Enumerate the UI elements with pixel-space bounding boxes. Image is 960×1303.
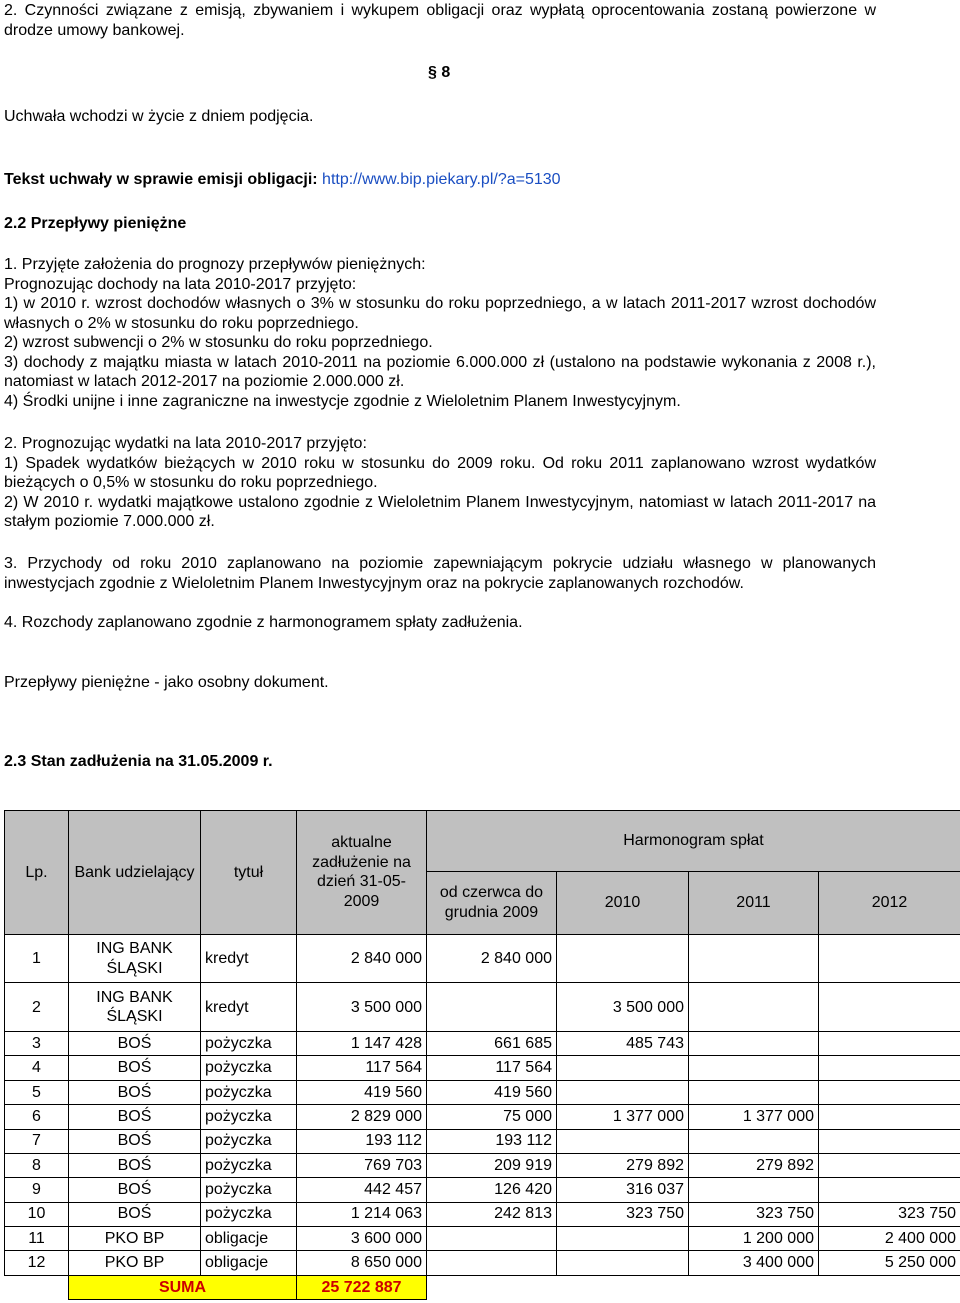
row-2012 bbox=[819, 934, 960, 983]
row-debt: 419 560 bbox=[297, 1080, 427, 1104]
table-header-row bbox=[5, 811, 960, 872]
table-row bbox=[5, 1178, 960, 1202]
row-2012 bbox=[819, 1153, 960, 1177]
paragraph-cashflow-note: Przepływy pieniężne - jako osobny dokument. bbox=[4, 674, 329, 691]
expenditure-block bbox=[4, 434, 876, 532]
row-2010 bbox=[557, 1226, 689, 1250]
assumptions-block bbox=[4, 255, 876, 411]
debt-table bbox=[4, 810, 960, 1300]
assumption-item-1: 1) w 2010 r. wzrost dochodów własnych o 3% w stosunku do roku poprzedniego, a w latach 2011-2017 wzrost dochodów własnych o 2% w stosunku do roku poprzedniego. bbox=[4, 295, 876, 332]
row-2012 bbox=[819, 1080, 960, 1104]
row-title: pożyczka bbox=[201, 1129, 297, 1153]
assumption-item-4: 4) Środki unijne i inne zagraniczne na inwestycje zgodnie z Wieloletnim Planem Inwestycyjnym. bbox=[4, 392, 681, 410]
row-title: obligacje bbox=[201, 1251, 297, 1275]
heading-debt-status: 2.3 Stan zadłużenia na 31.05.2009 r. bbox=[4, 753, 273, 770]
row-bank: BOŚ bbox=[69, 1153, 201, 1177]
row-2009: 661 685 bbox=[427, 1032, 557, 1056]
paragraph-in-force: Uchwała wchodzi w życie z dniem podjęcia. bbox=[4, 108, 314, 125]
row-debt: 193 112 bbox=[297, 1129, 427, 1153]
row-lp: 7 bbox=[5, 1129, 69, 1153]
row-2009 bbox=[427, 1226, 557, 1250]
expenditure-item-2: 2) W 2010 r. wydatki majątkowe ustalono zgodnie z Wieloletnim Planem Inwestycyjnym, natomiast w latach 2011-2017 na stałym poziomie 7.000.000 zł. bbox=[4, 493, 876, 530]
table-row bbox=[5, 1226, 960, 1250]
row-debt: 442 457 bbox=[297, 1178, 427, 1202]
table-row bbox=[5, 1202, 960, 1226]
row-debt: 8 650 000 bbox=[297, 1251, 427, 1275]
row-title: kredyt bbox=[201, 934, 297, 983]
header-2010: 2010 bbox=[557, 871, 689, 934]
header-jun-dec-2009: od czerwca do grudnia 2009 bbox=[427, 871, 557, 934]
table-row bbox=[5, 1105, 960, 1129]
resolution-link[interactable]: http://www.bip.piekary.pl/?a=5130 bbox=[322, 171, 561, 188]
row-2010: 3 500 000 bbox=[557, 983, 689, 1032]
row-title: pożyczka bbox=[201, 1105, 297, 1129]
row-2010: 316 037 bbox=[557, 1178, 689, 1202]
paragraph-outgoings: 4. Rozchody zaplanowano zgodnie z harmonogramem spłaty zadłużenia. bbox=[4, 614, 523, 631]
table-row bbox=[5, 1129, 960, 1153]
row-bank: ING BANK ŚLĄSKI bbox=[69, 983, 201, 1032]
row-bank: BOŚ bbox=[69, 1080, 201, 1104]
header-bank: Bank udzielający bbox=[69, 811, 201, 935]
row-2011 bbox=[689, 1080, 819, 1104]
row-2012 bbox=[819, 1105, 960, 1129]
row-debt: 2 840 000 bbox=[297, 934, 427, 983]
row-2009: 117 564 bbox=[427, 1056, 557, 1080]
header-title: tytuł bbox=[201, 811, 297, 935]
row-2012: 2 400 000 bbox=[819, 1226, 960, 1250]
row-debt: 3 500 000 bbox=[297, 983, 427, 1032]
row-2009: 75 000 bbox=[427, 1105, 557, 1129]
row-2009: 242 813 bbox=[427, 1202, 557, 1226]
row-title: kredyt bbox=[201, 983, 297, 1032]
row-title: pożyczka bbox=[201, 1080, 297, 1104]
row-bank: BOŚ bbox=[69, 1032, 201, 1056]
row-2009: 419 560 bbox=[427, 1080, 557, 1104]
row-debt: 117 564 bbox=[297, 1056, 427, 1080]
row-2011 bbox=[689, 1178, 819, 1202]
assumption-item-3: 3) dochody z majątku miasta w latach 2010-2011 na poziomie 6.000.000 zł (ustalono na podstawie wykonania z 2008 r.), natomiast w latach 2012-2017 na poziomie 2.000.000 zł. bbox=[4, 353, 876, 390]
row-2009: 193 112 bbox=[427, 1129, 557, 1153]
row-2012 bbox=[819, 1129, 960, 1153]
expenditure-title: 2. Prognozując wydatki na lata 2010-2017 przyjęto: bbox=[4, 435, 367, 452]
row-bank: ING BANK ŚLĄSKI bbox=[69, 934, 201, 983]
row-2011 bbox=[689, 1129, 819, 1153]
row-bank: BOŚ bbox=[69, 1202, 201, 1226]
row-2009 bbox=[427, 1251, 557, 1275]
sum-value: 25 722 887 bbox=[297, 1275, 427, 1299]
section-sign-8: § 8 bbox=[428, 64, 451, 81]
table-row bbox=[5, 1251, 960, 1275]
row-2009: 126 420 bbox=[427, 1178, 557, 1202]
row-title: pożyczka bbox=[201, 1056, 297, 1080]
row-lp: 11 bbox=[5, 1226, 69, 1250]
header-current-debt: aktualne zadłużenie na dzień 31-05-2009 bbox=[297, 811, 427, 935]
row-lp: 5 bbox=[5, 1080, 69, 1104]
row-lp: 10 bbox=[5, 1202, 69, 1226]
row-2011: 279 892 bbox=[689, 1153, 819, 1177]
row-2010 bbox=[557, 1056, 689, 1080]
table-sum-row bbox=[5, 1275, 960, 1299]
row-2012 bbox=[819, 983, 960, 1032]
row-title: obligacje bbox=[201, 1226, 297, 1250]
paragraph-revenues: 3. Przychody od roku 2010 zaplanowano na poziomie zapewniającym pokrycie udziału własnego w planowanych inwestycjach zgodnie z Wieloletnim Planem Inwestycyjnym oraz na pokrycie zaplanowanych rozchodów. bbox=[4, 555, 876, 592]
row-2012 bbox=[819, 1032, 960, 1056]
table-row bbox=[5, 983, 960, 1032]
sum-label: SUMA bbox=[69, 1275, 297, 1299]
row-lp: 3 bbox=[5, 1032, 69, 1056]
row-2010 bbox=[557, 1080, 689, 1104]
row-2012 bbox=[819, 1178, 960, 1202]
row-lp: 12 bbox=[5, 1251, 69, 1275]
row-title: pożyczka bbox=[201, 1032, 297, 1056]
row-2009 bbox=[427, 983, 557, 1032]
row-2011 bbox=[689, 1056, 819, 1080]
resolution-text-label: Tekst uchwały w sprawie emisji obligacji: bbox=[4, 171, 318, 188]
row-debt: 1 214 063 bbox=[297, 1202, 427, 1226]
row-2011: 3 400 000 bbox=[689, 1251, 819, 1275]
assumptions-subtitle: Prognozując dochody na lata 2010-2017 przyjęto: bbox=[4, 275, 357, 293]
row-lp: 8 bbox=[5, 1153, 69, 1177]
row-2010: 1 377 000 bbox=[557, 1105, 689, 1129]
row-2010 bbox=[557, 934, 689, 983]
row-bank: BOŚ bbox=[69, 1105, 201, 1129]
row-debt: 1 147 428 bbox=[297, 1032, 427, 1056]
row-2011 bbox=[689, 1032, 819, 1056]
row-bank: BOŚ bbox=[69, 1178, 201, 1202]
expenditure-item-1: 1) Spadek wydatków bieżących w 2010 roku w stosunku do 2009 roku. Od roku 2011 zaplanowano wzrost wydatków bieżących o 0,5% w stosunku do roku poprzedniego. bbox=[4, 454, 876, 491]
paragraph-operations-bank: 2. Czynności związane z emisją, zbywaniem i wykupem obligacji oraz wypłatą oprocentowania zostaną powierzone w drodze umowy bankowej. bbox=[4, 2, 876, 39]
row-title: pożyczka bbox=[201, 1202, 297, 1226]
row-title: pożyczka bbox=[201, 1178, 297, 1202]
row-2011: 1 200 000 bbox=[689, 1226, 819, 1250]
row-debt: 3 600 000 bbox=[297, 1226, 427, 1250]
row-bank: PKO BP bbox=[69, 1226, 201, 1250]
header-2011: 2011 bbox=[689, 871, 819, 934]
table-row bbox=[5, 1056, 960, 1080]
row-bank: BOŚ bbox=[69, 1056, 201, 1080]
row-2010 bbox=[557, 1251, 689, 1275]
row-2011 bbox=[689, 983, 819, 1032]
row-2009: 2 840 000 bbox=[427, 934, 557, 983]
row-2010: 323 750 bbox=[557, 1202, 689, 1226]
row-lp: 4 bbox=[5, 1056, 69, 1080]
row-lp: 6 bbox=[5, 1105, 69, 1129]
header-schedule: Harmonogram spłat bbox=[427, 811, 960, 872]
header-2012: 2012 bbox=[819, 871, 960, 934]
row-2010 bbox=[557, 1129, 689, 1153]
row-2010: 279 892 bbox=[557, 1153, 689, 1177]
row-2010: 485 743 bbox=[557, 1032, 689, 1056]
row-debt: 769 703 bbox=[297, 1153, 427, 1177]
row-2011: 323 750 bbox=[689, 1202, 819, 1226]
sum-empty bbox=[427, 1275, 960, 1299]
row-title: pożyczka bbox=[201, 1153, 297, 1177]
table-row bbox=[5, 934, 960, 983]
row-2011 bbox=[689, 934, 819, 983]
row-lp: 9 bbox=[5, 1178, 69, 1202]
assumption-item-2: 2) wzrost subwencji o 2% w stosunku do roku poprzedniego. bbox=[4, 334, 433, 351]
row-2012: 323 750 bbox=[819, 1202, 960, 1226]
header-lp: Lp. bbox=[5, 811, 69, 935]
resolution-text-line bbox=[4, 170, 561, 190]
assumptions-title: 1. Przyjęte założenia do prognozy przepływów pieniężnych: bbox=[4, 256, 426, 273]
table-row bbox=[5, 1080, 960, 1104]
sum-spacer bbox=[5, 1275, 69, 1299]
row-lp: 1 bbox=[5, 934, 69, 983]
row-lp: 2 bbox=[5, 983, 69, 1032]
row-2009: 209 919 bbox=[427, 1153, 557, 1177]
row-2012: 5 250 000 bbox=[819, 1251, 960, 1275]
row-2011: 1 377 000 bbox=[689, 1105, 819, 1129]
heading-cash-flows: 2.2 Przepływy pieniężne bbox=[4, 215, 187, 232]
table-row bbox=[5, 1153, 960, 1177]
table-row bbox=[5, 1032, 960, 1056]
row-bank: PKO BP bbox=[69, 1251, 201, 1275]
row-2012 bbox=[819, 1056, 960, 1080]
row-debt: 2 829 000 bbox=[297, 1105, 427, 1129]
row-bank: BOŚ bbox=[69, 1129, 201, 1153]
